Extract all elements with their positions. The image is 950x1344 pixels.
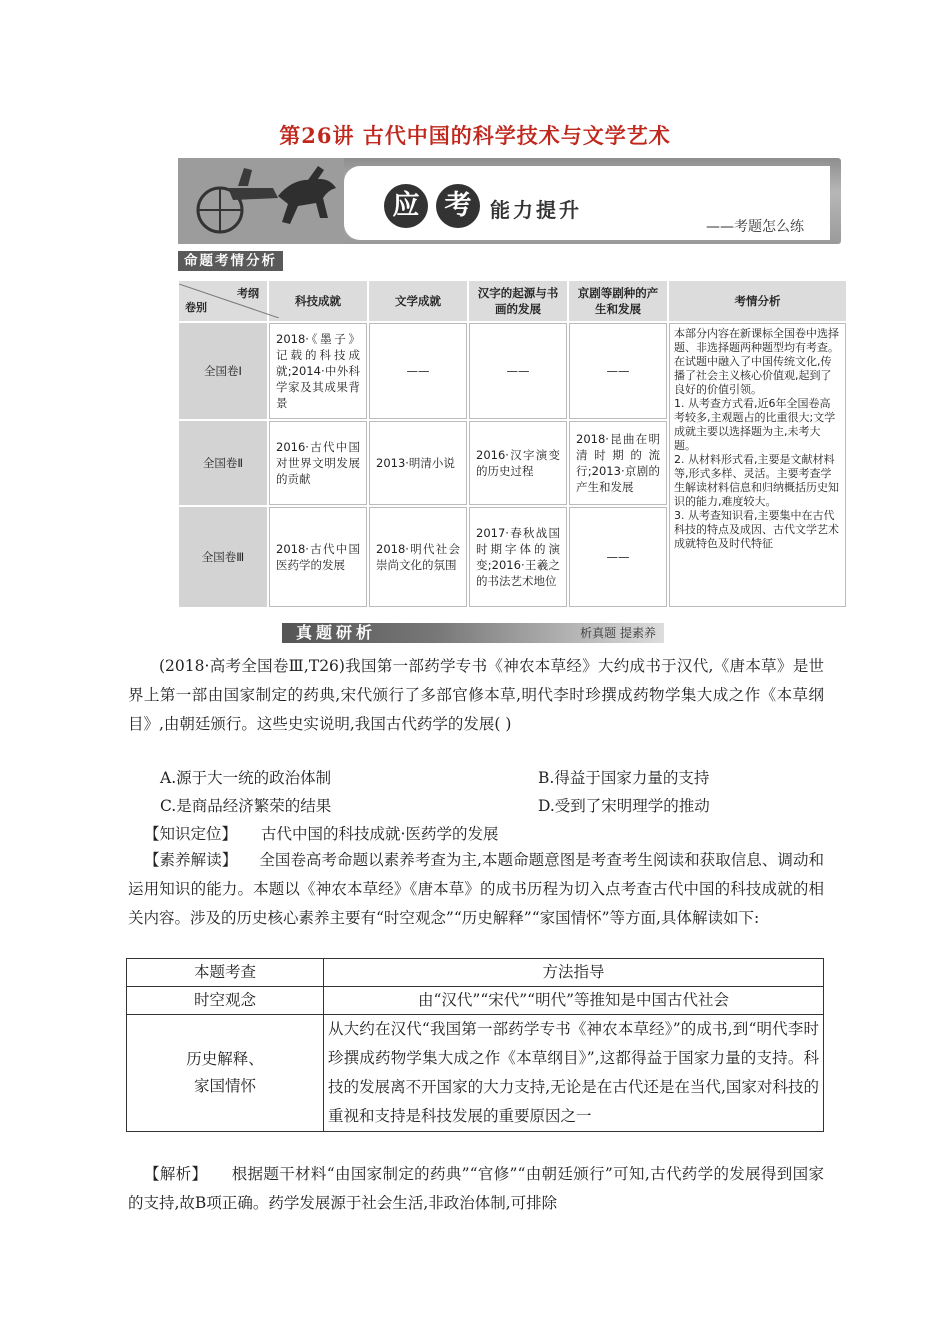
method-table — [126, 958, 824, 1132]
row-label-line1: 历史解释、 — [186, 1050, 264, 1068]
banner-panel — [344, 166, 830, 240]
table-cell: 从大约在汉代“我国第一部药学专书《神农本草经》”的成书,到“明代李时珍撰成药物学集大成之作《本草纲目》”,这都得益于国家力量的支持。科技的发展离不开国家的大力支持,无论是在古代还是在当代,国家对科技的重视和支持是科技发展的重要原因之一 — [324, 1015, 824, 1132]
header-cell: 文学成就 — [369, 281, 467, 321]
table-cell: 2013·明清小说 — [369, 421, 467, 505]
header-cell: 汉字的起源与书画的发展 — [469, 281, 567, 321]
header-cell: 京剧等剧种的产生和发展 — [569, 281, 667, 321]
analysis-text: 根据题干材料“由国家制定的药典”“官修”“由朝廷颁行”可知,古代药学的发展得到国家的支持,故B项正确。药学发展源于社会生活,非政治体制,可排除 — [128, 1165, 824, 1212]
header-cell: 方法指导 — [324, 959, 824, 987]
table-cell: —— — [569, 323, 667, 419]
table-cell — [127, 1015, 324, 1132]
option-a: A.源于大一统的政治体制 — [160, 769, 332, 787]
table-cell: 2018·古代中国医药学的发展 — [269, 507, 367, 607]
analysis-label: 【解析】 — [144, 1165, 208, 1183]
table-cell: 由“汉代”“宋代”“明代”等推知是中国古代社会 — [324, 987, 824, 1015]
table-cell: 2018·明代社会崇尚文化的氛围 — [369, 507, 467, 607]
exam-analysis-table — [177, 279, 848, 609]
row-header: 全国卷Ⅰ — [179, 323, 267, 419]
literacy-paragraph — [128, 846, 824, 933]
option-d: D.受到了宋明理学的推动 — [538, 797, 710, 815]
table-cell: —— — [569, 507, 667, 607]
banner-subheading: ——考题怎么练 — [706, 219, 804, 235]
option-c: C.是商品经济繁荣的结果 — [160, 797, 332, 815]
analysis-cell: 本部分内容在新课标全国卷中选择题、非选择题两种题型均有考查。在试题中融入了中国传统文化,传播了社会主义核心价值观,起到了良好的价值引领。 1. 从考查方式看,近6年全国卷高考较多,主观题占的比重很大;文学成就主要以选择题为主,未考大题。 2. 从材料形式看,主要是文献材料等,形式多样、灵活。主要考查学生解读材料信息和归纳概括历史知识的能力,难度较大。 3. 从考查知识看,主要集中在古代科技的特点及成因、古代文学艺术成就特色及时代特征 — [669, 323, 846, 607]
literacy-label: 【素养解读】 — [144, 851, 238, 869]
section-bar-subtitle: 析真题 提素养 — [580, 626, 656, 640]
table-cell: 2016·古代中国对世界文明发展的贡献 — [269, 421, 367, 505]
table-cell: —— — [369, 323, 467, 419]
table-cell: 2018·《墨子》记载的科技成就;2014·中外科学家及其成果背景 — [269, 323, 367, 419]
header-cell: 科技成就 — [269, 281, 367, 321]
knowledge-position — [144, 822, 498, 844]
table-cell: 2017·春秋战国时期字体的演变;2016·王羲之的书法艺术地位 — [469, 507, 567, 607]
corner-top-label: 考纲 — [237, 287, 259, 300]
table-cell: —— — [469, 323, 567, 419]
table-corner-cell — [179, 281, 267, 321]
row-header: 全国卷Ⅲ — [179, 507, 267, 607]
page-title: 第26讲 古代中国的科学技术与文学艺术 — [279, 123, 671, 148]
table-cell: 时空观念 — [127, 987, 324, 1015]
section-bar — [282, 623, 664, 643]
header-cell: 考情分析 — [669, 281, 846, 321]
question-stem: (2018·高考全国卷Ⅲ,T26)我国第一部药学专书《神农本草经》大约成书于汉代,《唐本草》是世界上第一部由国家制定的药典,宋代颁行了多部官修本草,明代李时珍撰成药物学集大成之作《本草纲目》,由朝廷颁行。这些史实说明,我国古代药学的发展( ) — [128, 657, 824, 733]
option-b: B.得益于国家力量的支持 — [538, 769, 710, 787]
table-cell: 2016·汉字演变的历史过程 — [469, 421, 567, 505]
banner-circle-ying: 应 — [384, 184, 428, 228]
banner-circle-kao: 考 — [436, 184, 480, 228]
banner-heading: 能力提升 — [490, 198, 582, 222]
knowledge-label: 【知识定位】 — [144, 825, 238, 843]
section-tag: 命题考情分析 — [178, 251, 283, 271]
header-cell: 本题考查 — [127, 959, 324, 987]
chariot-illustration — [178, 158, 344, 244]
table-cell: 2018·昆曲在明清时期的流行;2013·京剧的产生和发展 — [569, 421, 667, 505]
header-banner — [178, 158, 841, 244]
row-header: 全国卷Ⅱ — [179, 421, 267, 505]
knowledge-text: 古代中国的科技成就·医药学的发展 — [261, 825, 499, 843]
corner-bottom-label: 卷别 — [185, 301, 207, 314]
literacy-text: 全国卷高考命题以素养考查为主,本题命题意图是考查考生阅读和获取信息、调动和运用知识的能力。本题以《神农本草经》《唐本草》的成书历程为切入点考查古代中国的科技成就的相关内容。涉及的历史核心素养主要有“时空观念”“历史解释”“家国情怀”等方面,具体解读如下: — [128, 851, 824, 927]
section-bar-title: 真题研析 — [296, 623, 377, 642]
analysis-paragraph — [128, 1160, 824, 1218]
row-label-line2: 家国情怀 — [193, 1077, 256, 1095]
